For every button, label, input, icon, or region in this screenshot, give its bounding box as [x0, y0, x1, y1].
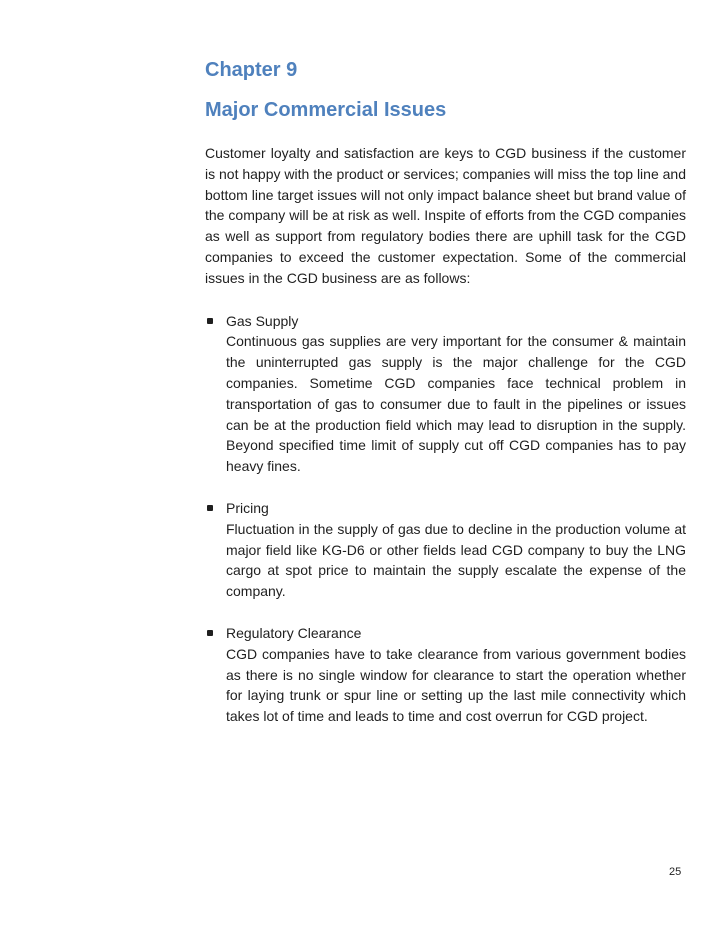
bullet-icon [207, 318, 213, 324]
bullet-icon [207, 505, 213, 511]
issue-title: Pricing [226, 499, 269, 516]
page-number: 25 [669, 866, 682, 878]
issue-item-pricing [205, 498, 686, 602]
issues-list [205, 311, 686, 727]
issue-title: Regulatory Clearance [226, 624, 362, 641]
issue-body: CGD companies have to take clearance from various government bodies as there is no single window for clearance to start the operation whether for laying trunk or spur line or setting up the last mile connectivity which takes lot of time and leads to time and cost overrun for CGD project. [226, 645, 686, 725]
issue-item-regulatory-clearance [205, 623, 686, 727]
intro-paragraph: Customer loyalty and satisfaction are keys to CGD business if the customer is not happy with the product or services; companies will miss the top line and bottom line target issues will not only impact balance sheet but brand value of the company will be at risk as well. Inspite of efforts from the CGD companies as well as support from regulatory bodies there are uphill task for the CGD companies to exceed the customer expectation. Some of the commercial issues in the CGD business are as follows: [205, 145, 686, 286]
issue-body: Fluctuation in the supply of gas due to decline in the production volume at major field like KG-D6 or other fields lead CGD company to buy the LNG cargo at spot price to maintain the supply escalate the expense of the company. [226, 520, 686, 600]
issue-body: Continuous gas supplies are very important for the consumer & maintain the uninterrupted gas supply is the major challenge for the CGD companies. Sometime CGD companies face technical problem in transportation of gas to consumer due to fault in the pipelines or issues can be at the production field which may lead to disruption in the supply. Beyond specified time limit of supply cut off CGD companies has to pay heavy fines. [226, 333, 686, 475]
issue-item-gas-supply [205, 311, 686, 477]
issue-title: Gas Supply [226, 312, 299, 329]
document-page [205, 58, 686, 748]
bullet-icon [207, 630, 213, 636]
chapter-title: Major Commercial Issues [205, 99, 447, 121]
chapter-label: Chapter 9 [205, 59, 298, 81]
